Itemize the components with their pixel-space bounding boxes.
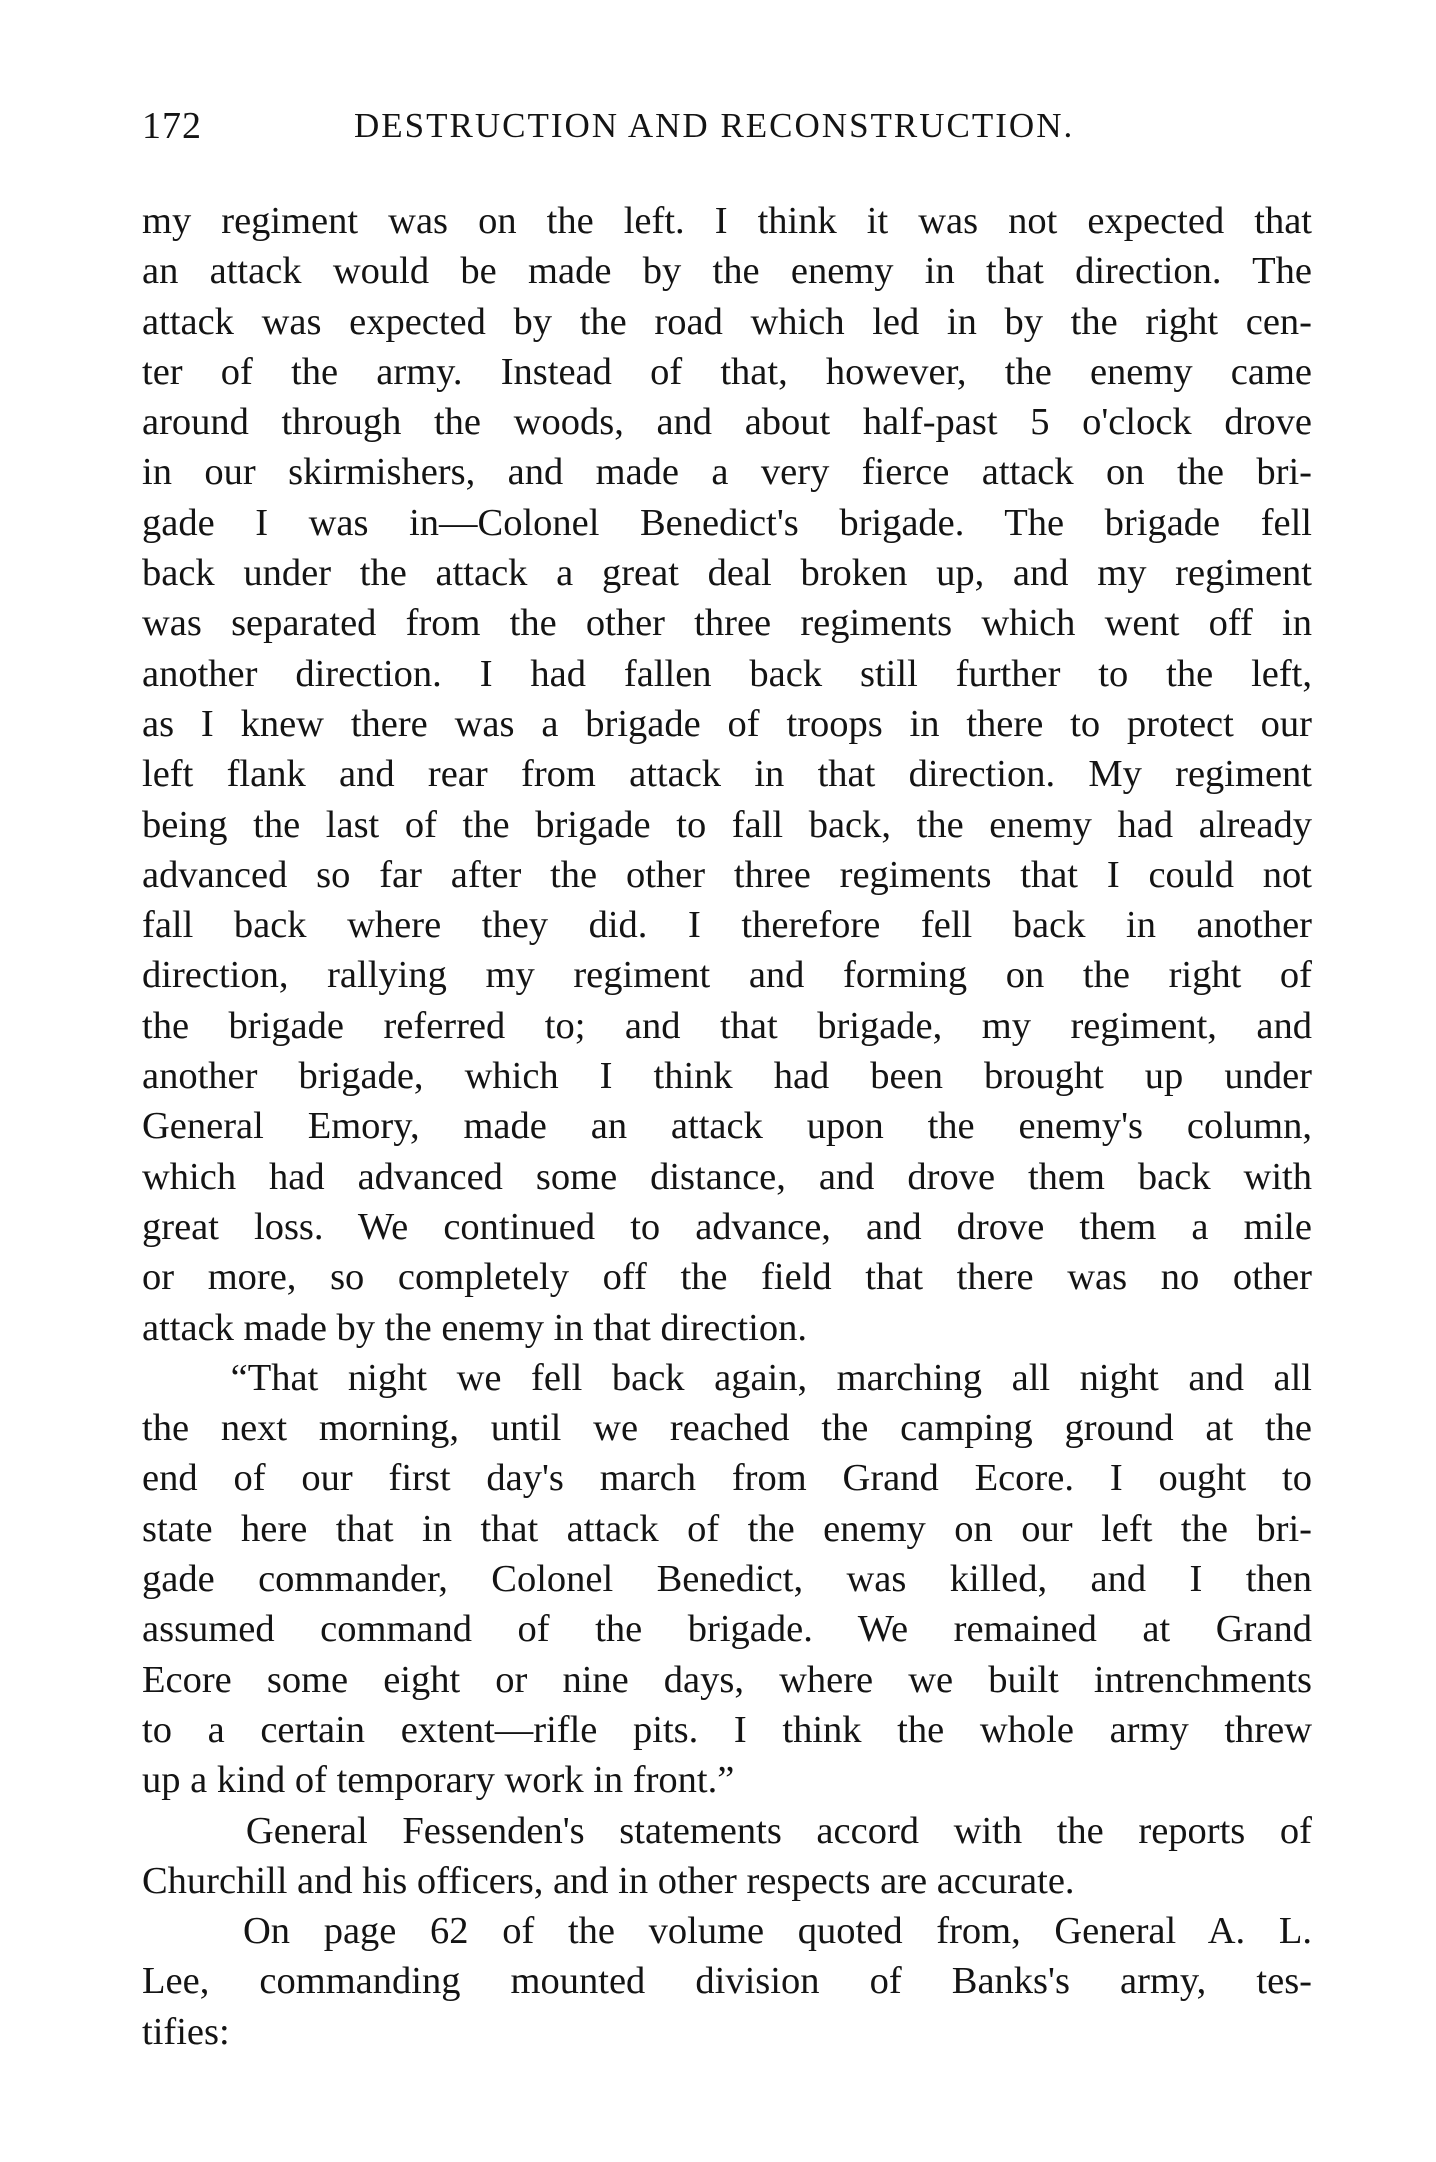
text-line: in our skirmishers, and made a very fierce attack on the bri- — [142, 451, 1312, 494]
text-line: an attack would be made by the enemy in that direction. The — [142, 250, 1312, 293]
text-line: as I knew there was a brigade of troops in there to protect our — [142, 702, 1312, 745]
text-line: Ecore some eight or nine days, where we built intrenchments — [142, 1658, 1312, 1701]
text-line: another direction. I had fallen back still further to the left, — [142, 652, 1312, 695]
text-line: General Emory, made an attack upon the enemy's column, — [142, 1105, 1312, 1148]
text-line: great loss. We continued to advance, and drove them a mile — [142, 1205, 1312, 1248]
text-line: attack made by the enemy in that direction. — [142, 1306, 807, 1349]
text-line: state here that in that attack of the enemy on our left the bri- — [142, 1507, 1312, 1550]
text-line: fall back where they did. I therefore fell back in another — [142, 904, 1312, 947]
text-line: to a certain extent—rifle pits. I think the whole army threw — [142, 1708, 1312, 1751]
text-line: around through the woods, and about half-past 5 o'clock drove — [142, 401, 1312, 444]
text-line: left flank and rear from attack in that direction. My regiment — [142, 753, 1312, 796]
text-line: up a kind of temporary work in front.” — [142, 1759, 735, 1802]
running-title: DESTRUCTION AND RECONSTRUCTION. — [354, 106, 1075, 145]
text-line: being the last of the brigade to fall back, the enemy had already — [142, 803, 1312, 846]
text-line: tifies: — [142, 2010, 230, 2053]
text-line: Lee, commanding mounted division of Banks's army, tes- — [142, 1960, 1312, 2003]
text-line: my regiment was on the left. I think it was not expected that — [142, 200, 1312, 242]
text-line: “That night we fell back again, marching all night and all — [142, 1356, 1312, 1399]
text-line: gade commander, Colonel Benedict, was killed, and I then — [142, 1558, 1312, 1601]
text-line: ter of the army. Instead of that, however, the enemy came — [142, 350, 1312, 393]
running-head — [142, 104, 1312, 152]
text-line: attack was expected by the road which led in by the right cen- — [142, 300, 1312, 343]
text-line: another brigade, which I think had been brought up under — [142, 1055, 1312, 1098]
body-text — [142, 196, 1312, 2057]
text-line: General Fessenden's statements accord with the reports of — [142, 1809, 1312, 1852]
text-line: gade I was in—Colonel Benedict's brigade. The brigade fell — [142, 501, 1312, 544]
text-line: or more, so completely off the field that there was no other — [142, 1256, 1312, 1299]
text-line: the brigade referred to; and that brigade, my regiment, and — [142, 1004, 1312, 1047]
text-line: was separated from the other three regiments which went off in — [142, 602, 1312, 645]
text-line: advanced so far after the other three regiments that I could not — [142, 853, 1312, 896]
text-line: which had advanced some distance, and drove them back with — [142, 1155, 1312, 1198]
text-line: the next morning, until we reached the camping ground at the — [142, 1407, 1312, 1450]
text-line: direction, rallying my regiment and forming on the right of — [142, 954, 1312, 997]
page-number: 172 — [142, 105, 202, 147]
text-line: back under the attack a great deal broken up, and my regiment — [142, 552, 1312, 595]
text-line: assumed command of the brigade. We remained at Grand — [142, 1608, 1312, 1651]
text-line: Churchill and his officers, and in other respects are accurate. — [142, 1859, 1075, 1902]
text-line: On page 62 of the volume quoted from, General A. L. — [142, 1910, 1312, 1953]
text-line: end of our first day's march from Grand Ecore. I ought to — [142, 1457, 1312, 1500]
